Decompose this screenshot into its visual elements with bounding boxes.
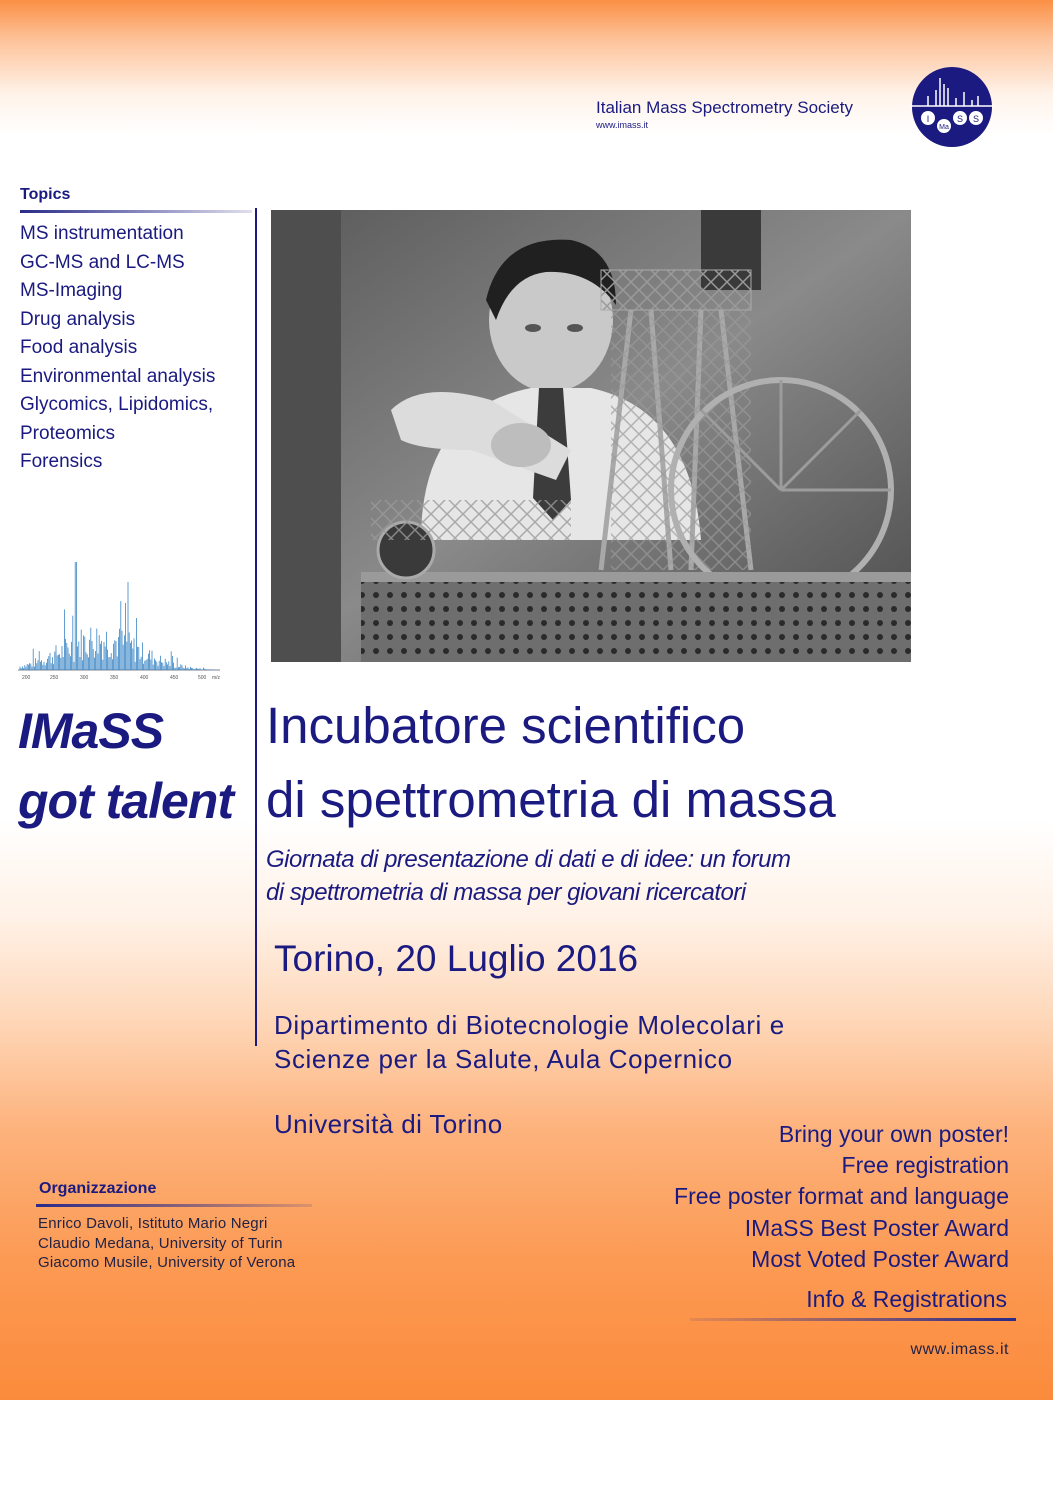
spectrum-tick-label: 500 [198,675,207,681]
subtitle-line-2: di spettrometria di massa per giovani ricercatori [266,879,746,906]
society-url[interactable]: www.imass.it [596,120,649,130]
spectrum-tick-label: 450 [170,675,179,681]
subtitle-line-1: Giornata di presentazione di dati e di idee: un forum [266,846,791,873]
organizer-item: Claudio Medana, University of Turin [38,1234,283,1252]
feature-item: Most Voted Poster Award [751,1245,1009,1272]
topics-list [20,220,215,477]
spectrum-tick-label: 250 [50,675,59,681]
website-link[interactable]: www.imass.it [910,1341,1009,1358]
logo-letter-s2: S [972,114,980,124]
topics-rule [20,210,252,213]
topic-item: Environmental analysis [20,365,216,387]
vintage-photo [271,210,911,662]
venue-line-1: Dipartimento di Biotecnologie Molecolari e [274,1010,785,1040]
organization-rule [36,1204,312,1207]
event-venue [274,1008,785,1076]
organization-list [38,1214,295,1273]
topic-item: MS instrumentation [20,223,184,244]
vertical-divider [255,208,257,1046]
event-subtitle [266,843,791,909]
topic-item: Proteomics [20,422,116,444]
spectrum-tick-label: 350 [110,675,119,681]
feature-item: Free poster format and language [674,1183,1009,1210]
logo-letter-i: I [926,114,930,124]
topic-item: Food analysis [20,337,138,358]
event-university: Università di Torino [274,1109,503,1139]
event-title-line-1: Incubatore scientifico [266,697,746,754]
talent-line-1: IMaSS [18,703,164,759]
imass-got-talent-title [18,696,233,836]
logo-letter-ma: Ma [939,124,949,131]
info-registrations-link[interactable]: Info & Registrations [806,1286,1007,1312]
organization-heading: Organizzazione [39,1180,157,1197]
feature-item: Bring your own poster! [778,1121,1009,1147]
imass-logo [906,66,998,148]
spectrum-tick-label: 200 [22,675,31,681]
spectrum-tick-label: 300 [80,675,89,681]
logo-letter-s1: S [956,114,964,124]
spectrum-tick-label: m/z [212,675,221,681]
society-name: Italian Mass Spectrometry Society [596,98,853,117]
info-rule [690,1318,1016,1321]
venue-line-2: Scienze per la Salute, Aula Copernico [274,1044,733,1074]
topic-item: GC-MS and LC-MS [20,251,185,273]
features-list [674,1119,1009,1275]
topic-item: Forensics [20,451,103,472]
topics-heading: Topics [20,186,71,203]
spectrum-tick-label: 400 [140,675,149,681]
organizer-item: Giacomo Musile, University of Verona [38,1254,296,1271]
topic-item: Glycomics, Lipidomics, [20,394,214,415]
feature-item: IMaSS Best Poster Award [744,1214,1009,1241]
event-title-line-2: di spettrometria di massa [266,771,836,828]
event-date: Torino, 20 Luglio 2016 [274,938,639,979]
topic-item: MS-Imaging [20,280,123,301]
mass-spectrum-graphic [16,550,222,682]
feature-item: Free registration [841,1152,1009,1179]
organizer-item: Enrico Davoli, Istituto Mario Negri [38,1215,268,1232]
topic-item: Drug analysis [20,308,136,330]
talent-line-2: got talent [18,773,233,829]
